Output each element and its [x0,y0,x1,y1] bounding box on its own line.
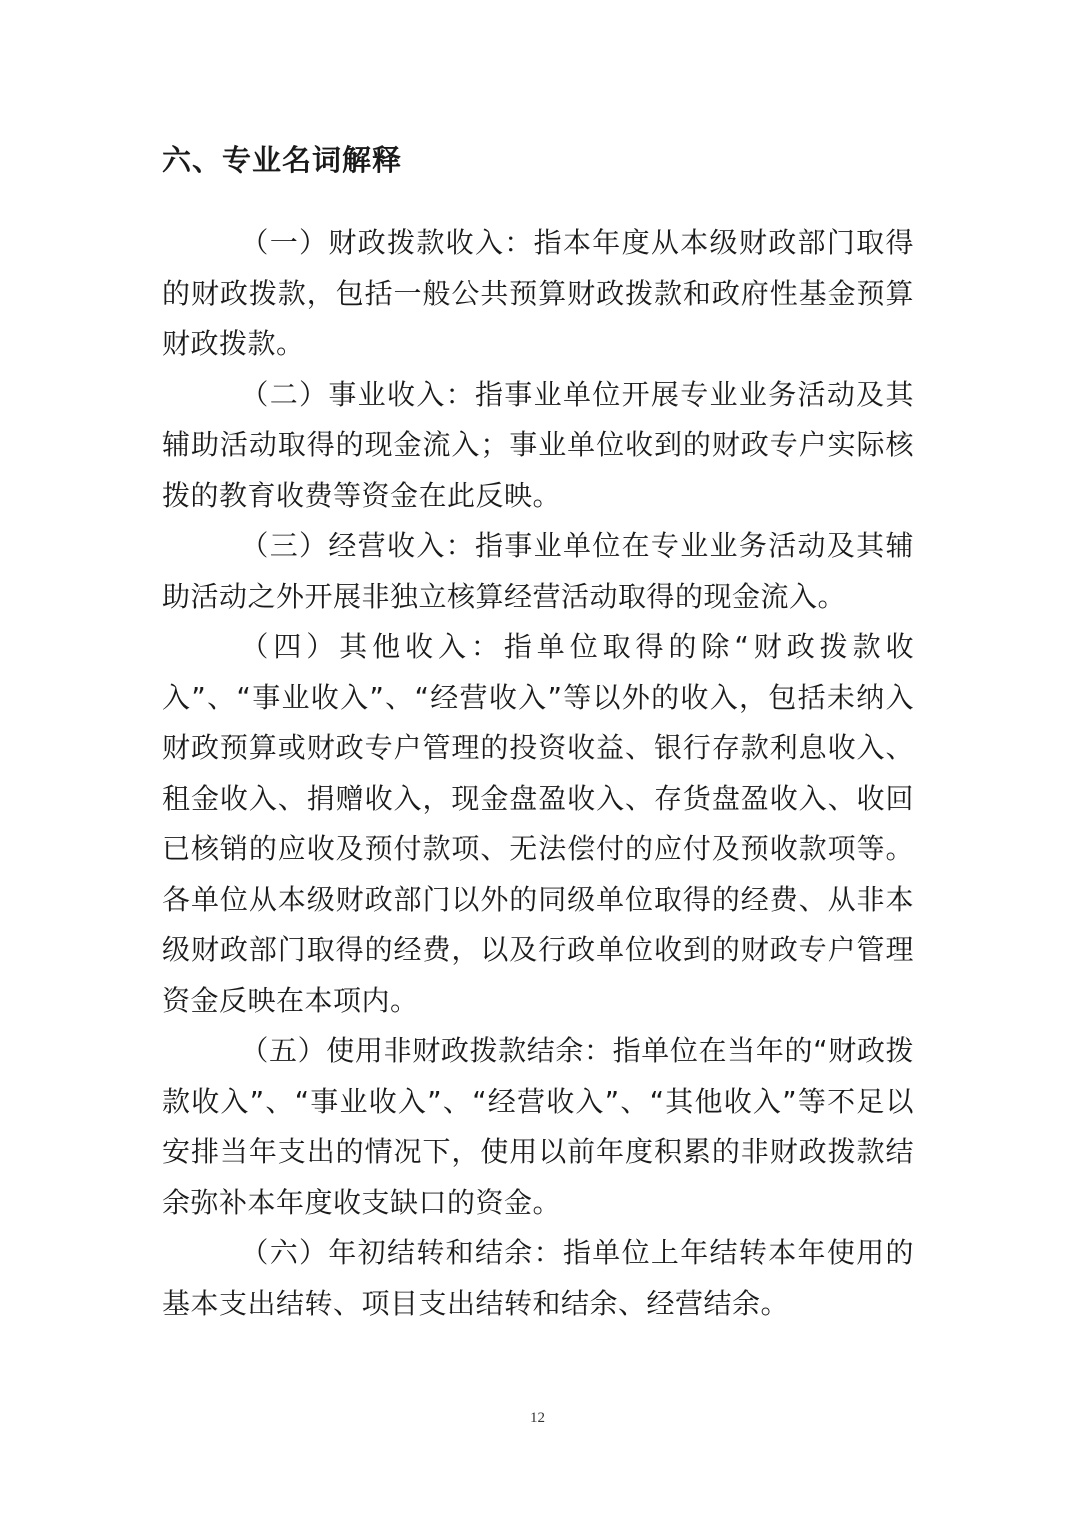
paragraph-other-income: （四）其他收入：指单位取得的除“财政拨款收入”、“事业收入”、“经营收入”等以外的收入，包括未纳入财政预算或财政专户管理的投资收益、银行存款利息收入、租金收入、捐赠收入，现金盘盈收入、存货盘盈收入、收回已核销的应收及预付款项、无法偿付的应付及预收款项等。各单位从本级财政部门以外的同级单位取得的经费、从非本级财政部门取得的经费，以及行政单位收到的财政专户管理资金反映在本项内。 [162,630,914,1017]
paragraph-operating-income: （三）经营收入：指事业单位在专业业务活动及其辅助活动之外开展非独立核算经营活动取得的现金流入。 [162,529,914,613]
paragraph-carryover-and-balance: （六）年初结转和结余：指单位上年结转本年使用的基本支出结转、项目支出结转和结余、经营结余。 [162,1236,914,1320]
paragraph-fiscal-appropriation-income: （一）财政拨款收入：指本年度从本级财政部门取得的财政拨款，包括一般公共预算财政拨款和政府性基金预算财政拨款。 [162,226,914,360]
paragraph-business-income: （二）事业收入：指事业单位开展专业业务活动及其辅助活动取得的现金流入；事业单位收到的财政专户实际核拨的教育收费等资金在此反映。 [162,377,914,512]
page-number: 12 [530,1410,545,1426]
document-body [162,218,914,1329]
paragraph-non-fiscal-balance-use: （五）使用非财政拨款结余：指单位在当年的“财政拨款收入”、“事业收入”、“经营收入”、“其他收入”等不足以安排当年支出的情况下，使用以前年度积累的非财政拨款结余弥补本年度收支缺口的资金。 [162,1034,914,1219]
section-title: 六、专业名词解释 [162,143,403,177]
